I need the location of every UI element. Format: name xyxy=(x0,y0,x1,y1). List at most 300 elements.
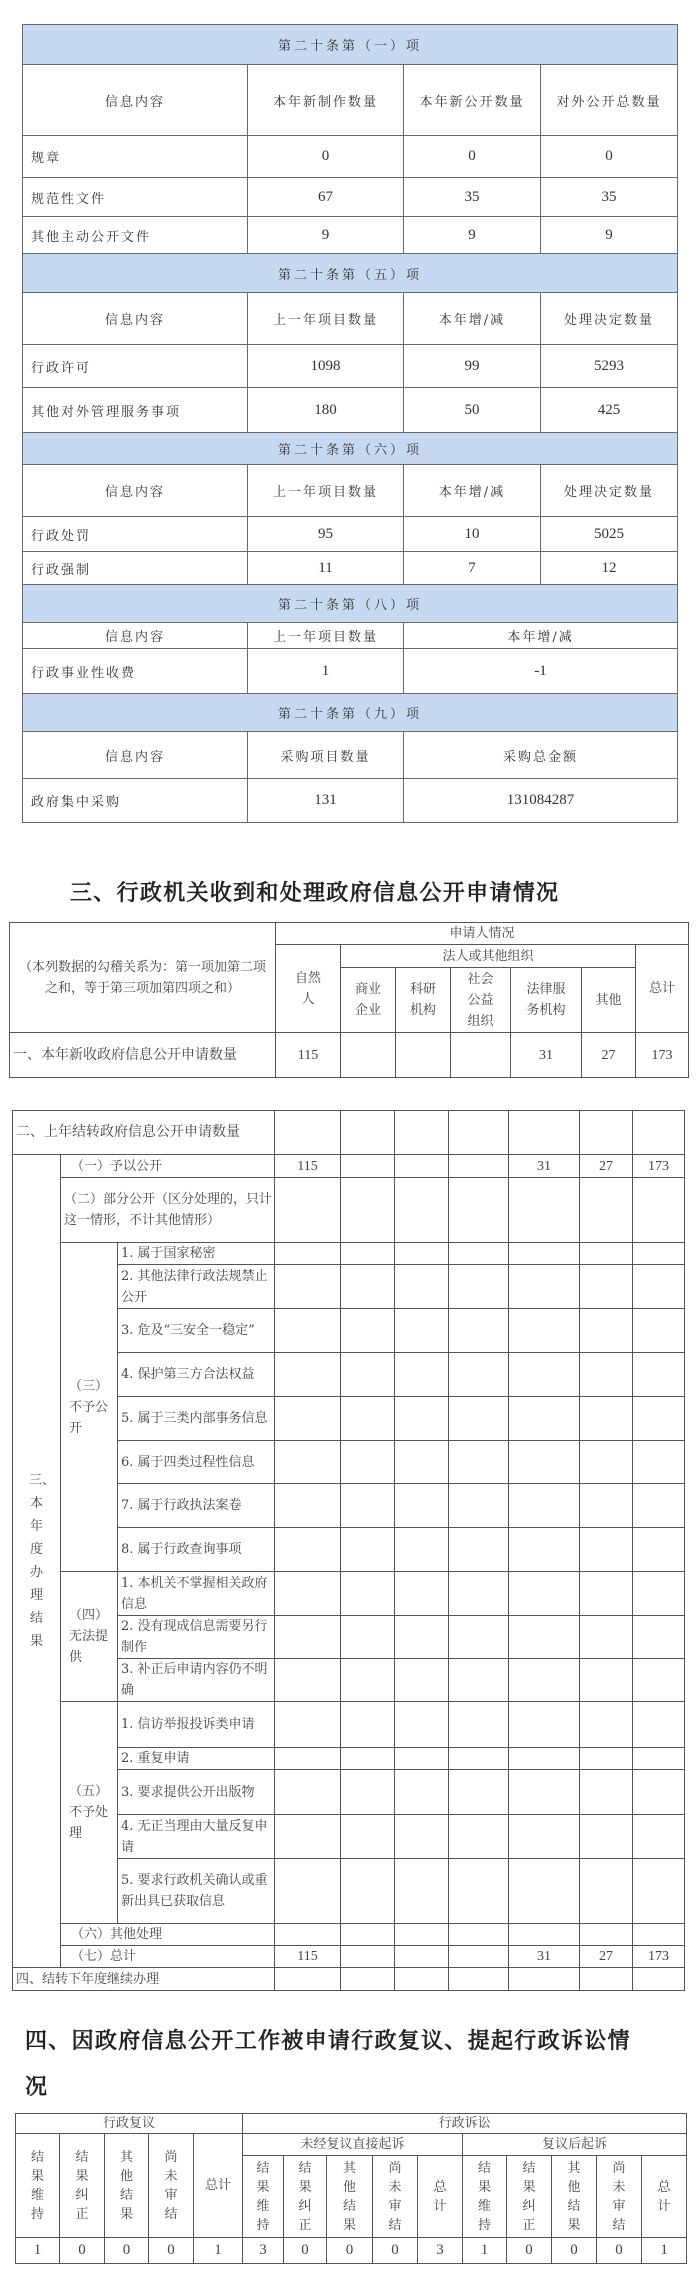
cell-value xyxy=(580,1309,633,1353)
column-header: 信息内容 xyxy=(23,623,248,649)
cell-value xyxy=(395,1397,449,1441)
table-row xyxy=(23,517,678,552)
list-item: 2. 没有现成信息需要另行制作 xyxy=(118,1616,275,1659)
cell-value xyxy=(275,1702,341,1748)
cell-value xyxy=(341,1616,395,1659)
table-row xyxy=(23,779,678,823)
list-item: 4. 保护第三方合法权益 xyxy=(118,1353,275,1397)
cell-value: 35 xyxy=(541,178,678,217)
cell-value xyxy=(341,1033,396,1078)
row-label: 四、结转下年度继续办理 xyxy=(13,1968,275,1991)
cell-value xyxy=(395,1815,449,1859)
cell-value: 11 xyxy=(248,552,404,585)
cell-value xyxy=(633,1924,685,1946)
cell-value xyxy=(395,1528,449,1572)
cell-value xyxy=(395,1968,449,1991)
cell-value: 1 xyxy=(248,649,404,694)
legal-org-header: 法人或其他组织 xyxy=(341,945,636,968)
column-header: 商业企业 xyxy=(341,968,396,1033)
cell-value xyxy=(449,1946,509,1968)
list-item: 8. 属于行政查询事项 xyxy=(118,1528,275,1572)
cell-value xyxy=(341,1770,395,1815)
column-header: 结果纠正 xyxy=(284,2156,327,2238)
cell-value: 35 xyxy=(404,178,541,217)
cell-value xyxy=(275,1265,341,1309)
cell-value: 10 xyxy=(404,517,541,552)
column-header: 结果纠正 xyxy=(507,2156,552,2238)
row-label: 政府集中采购 xyxy=(23,779,248,823)
group-label: （四）无法提供 xyxy=(61,1572,118,1702)
cell-value xyxy=(580,1484,633,1528)
cell-value xyxy=(449,1265,509,1309)
cell-value xyxy=(275,1859,341,1924)
cell-value xyxy=(275,1659,341,1702)
cell-value xyxy=(633,1353,685,1397)
row-label: （七）总计 xyxy=(61,1946,275,1968)
cell-value xyxy=(633,1659,685,1702)
review-header: 行政复议 xyxy=(16,2114,243,2134)
cell-value xyxy=(275,1968,341,1991)
cell-value xyxy=(509,1659,580,1702)
cell-value: 31 xyxy=(509,1946,580,1968)
cell-value: 3 xyxy=(418,2238,463,2264)
cell-value xyxy=(449,1748,509,1770)
cell-value: 0 xyxy=(284,2238,327,2264)
cell-value xyxy=(275,1770,341,1815)
cell-value: 5293 xyxy=(541,345,678,388)
cell-value xyxy=(341,1748,395,1770)
cell-value xyxy=(449,1309,509,1353)
cell-value xyxy=(449,1484,509,1528)
cell-value: 1 xyxy=(642,2238,687,2264)
column-header: 采购总金额 xyxy=(404,732,678,779)
cell-value xyxy=(341,1484,395,1528)
cell-value xyxy=(341,1702,395,1748)
cell-value xyxy=(341,1924,395,1946)
cell-value xyxy=(449,1968,509,1991)
table-row xyxy=(10,1033,689,1078)
cell-value xyxy=(509,1178,580,1243)
group-label: 三、本年度办理结果 xyxy=(13,1155,61,1968)
cell-value xyxy=(395,1484,449,1528)
cell-value xyxy=(395,1616,449,1659)
cell-value xyxy=(509,1924,580,1946)
cell-value: 27 xyxy=(582,1033,636,1078)
cell-value xyxy=(633,1770,685,1815)
list-item: 3. 补正后申请内容仍不明确 xyxy=(118,1659,275,1702)
cell-value: 1098 xyxy=(248,345,404,388)
cell-value: 50 xyxy=(404,388,541,433)
cell-value xyxy=(449,1155,509,1178)
litigation-header: 行政诉讼 xyxy=(243,2114,687,2134)
cell-value xyxy=(509,1748,580,1770)
cell-value xyxy=(275,1353,341,1397)
cell-value: 95 xyxy=(248,517,404,552)
cell-value: 115 xyxy=(276,1033,341,1078)
cell-value: 7 xyxy=(404,552,541,585)
cell-value xyxy=(633,1616,685,1659)
cell-value xyxy=(580,1748,633,1770)
column-header: 信息内容 xyxy=(23,293,248,345)
total-header: 总计 xyxy=(636,945,689,1033)
cell-value: 0 xyxy=(105,2238,149,2264)
cell-value xyxy=(580,1353,633,1397)
cell-value: 173 xyxy=(636,1033,689,1078)
column-header: 其他结果 xyxy=(105,2134,149,2238)
column-header: 尚未审结 xyxy=(373,2156,418,2238)
cell-value xyxy=(275,1484,341,1528)
cell-value xyxy=(633,1441,685,1484)
cell-value: 131 xyxy=(248,779,404,823)
cell-value xyxy=(509,1441,580,1484)
cell-value xyxy=(341,1309,395,1353)
table-row xyxy=(13,1243,685,1265)
cell-value xyxy=(275,1397,341,1441)
cell-value xyxy=(449,1243,509,1265)
table-row xyxy=(23,217,678,254)
cell-value xyxy=(275,1111,341,1155)
cell-value xyxy=(580,1111,633,1155)
section-title: 第二十条第（五）项 xyxy=(23,254,678,293)
cell-value xyxy=(509,1309,580,1353)
list-item: 1. 信访举报投诉类申请 xyxy=(118,1702,275,1748)
column-header: 尚未审结 xyxy=(597,2156,642,2238)
table-row xyxy=(13,1702,685,1748)
cell-value: 5025 xyxy=(541,517,678,552)
column-header: 处理决定数量 xyxy=(541,293,678,345)
cell-value: 27 xyxy=(580,1155,633,1178)
cell-value: 115 xyxy=(275,1155,341,1178)
cell-value xyxy=(449,1702,509,1748)
cell-value xyxy=(633,1528,685,1572)
natural-person-header: 自然人 xyxy=(276,945,341,1033)
cell-value xyxy=(341,1968,395,1991)
table-row xyxy=(13,1968,685,1991)
cell-value: 0 xyxy=(149,2238,194,2264)
table-row xyxy=(23,552,678,585)
cell-value xyxy=(633,1859,685,1924)
cell-value xyxy=(633,1572,685,1616)
cell-value xyxy=(633,1815,685,1859)
cell-value xyxy=(275,1309,341,1353)
cell-value: 180 xyxy=(248,388,404,433)
list-item: 1. 本机关不掌握相关政府信息 xyxy=(118,1572,275,1616)
cell-value: 173 xyxy=(633,1946,685,1968)
cell-value xyxy=(341,1441,395,1484)
column-header: 法律服务机构 xyxy=(511,968,582,1033)
list-item: 7. 属于行政执法案卷 xyxy=(118,1484,275,1528)
cell-value xyxy=(341,1265,395,1309)
column-header: 本年新制作数量 xyxy=(248,65,404,136)
cell-value xyxy=(509,1702,580,1748)
cell-value: 1 xyxy=(16,2238,60,2264)
cell-value xyxy=(395,1859,449,1924)
cell-value xyxy=(275,1815,341,1859)
table-row xyxy=(23,388,678,433)
column-header: 采购项目数量 xyxy=(248,732,404,779)
cell-value xyxy=(275,1572,341,1616)
cell-value xyxy=(451,1033,511,1078)
cell-value xyxy=(633,1702,685,1748)
cell-value xyxy=(580,1397,633,1441)
section-title: 第二十条第（六）项 xyxy=(23,433,678,465)
cell-value: 0 xyxy=(373,2238,418,2264)
cell-value xyxy=(341,1155,395,1178)
cell-value xyxy=(633,1968,685,1991)
cell-value xyxy=(449,1441,509,1484)
column-header: 科研机构 xyxy=(396,968,451,1033)
cell-value xyxy=(580,1528,633,1572)
cell-value xyxy=(580,1702,633,1748)
cell-value: 173 xyxy=(633,1155,685,1178)
cell-value xyxy=(580,1815,633,1859)
row-label: （一）予以公开 xyxy=(61,1155,275,1178)
cell-value: 9 xyxy=(541,217,678,254)
cell-value xyxy=(395,1265,449,1309)
table-row xyxy=(13,1946,685,1968)
row-label: 行政事业性收费 xyxy=(23,649,248,694)
cell-value xyxy=(449,1528,509,1572)
column-header: 总计 xyxy=(194,2134,243,2238)
cell-value: 0 xyxy=(404,136,541,178)
column-header: 尚未审结 xyxy=(149,2134,194,2238)
cell-value xyxy=(395,1924,449,1946)
column-header: 本年增/减 xyxy=(404,465,541,517)
cell-value xyxy=(580,1924,633,1946)
cell-value xyxy=(580,1616,633,1659)
cell-value xyxy=(341,1178,395,1243)
cell-value xyxy=(341,1243,395,1265)
cell-value xyxy=(449,1111,509,1155)
column-header: 总计 xyxy=(418,2156,463,2238)
section-title: 第二十条第（一）项 xyxy=(23,25,678,65)
column-header: 其他结果 xyxy=(552,2156,597,2238)
column-header: 上一年项目数量 xyxy=(248,293,404,345)
cell-value: 425 xyxy=(541,388,678,433)
cell-value: 0 xyxy=(248,136,404,178)
list-item: 5. 属于三类内部事务信息 xyxy=(118,1397,275,1441)
cell-value: 115 xyxy=(275,1946,341,1968)
row-label: 行政强制 xyxy=(23,552,248,585)
table-row xyxy=(23,136,678,178)
list-item: 6. 属于四类过程性信息 xyxy=(118,1441,275,1484)
cell-value xyxy=(341,1353,395,1397)
list-item: 4. 无正当理由大量反复申请 xyxy=(118,1815,275,1859)
cell-value: 12 xyxy=(541,552,678,585)
cell-value: 0 xyxy=(327,2238,373,2264)
cell-value xyxy=(395,1243,449,1265)
cell-value: 9 xyxy=(248,217,404,254)
cell-value xyxy=(449,1924,509,1946)
cell-value xyxy=(580,1770,633,1815)
cell-value xyxy=(275,1441,341,1484)
cell-value xyxy=(341,1572,395,1616)
row-label: 行政许可 xyxy=(23,345,248,388)
cell-value xyxy=(341,1859,395,1924)
table-row xyxy=(13,1111,685,1155)
cell-value xyxy=(580,1178,633,1243)
cell-value xyxy=(580,1265,633,1309)
cell-value xyxy=(449,1770,509,1815)
cell-value xyxy=(509,1572,580,1616)
cell-value xyxy=(395,1178,449,1243)
row-label: 一、本年新收政府信息公开申请数量 xyxy=(10,1033,276,1078)
cell-value xyxy=(395,1572,449,1616)
column-header: 信息内容 xyxy=(23,465,248,517)
cell-value xyxy=(580,1968,633,1991)
column-header: 上一年项目数量 xyxy=(248,623,404,649)
section-heading: 三、行政机关收到和处理政府信息公开申请情况 xyxy=(70,881,560,906)
cell-value xyxy=(509,1770,580,1815)
cell-value: 31 xyxy=(509,1155,580,1178)
proactive-disclosure-table xyxy=(22,24,678,823)
column-header: 本年增/减 xyxy=(404,623,678,649)
column-header: 其他 xyxy=(582,968,636,1033)
cell-value xyxy=(633,1484,685,1528)
application-header-table xyxy=(9,922,689,1078)
application-results-table xyxy=(12,1110,685,1991)
review-litigation-table xyxy=(15,2113,687,2264)
column-header: 本年新公开数量 xyxy=(404,65,541,136)
cell-value xyxy=(395,1111,449,1155)
cell-value xyxy=(449,1178,509,1243)
cell-value: 3 xyxy=(243,2238,284,2264)
cell-value: 27 xyxy=(580,1946,633,1968)
column-header: 信息内容 xyxy=(23,732,248,779)
cell-value: 0 xyxy=(60,2238,105,2264)
cell-value xyxy=(509,1243,580,1265)
corner-note: （本列数据的勾稽关系为：第一项加第二项之和，等于第三项加第四项之和） xyxy=(10,923,276,1033)
cell-value xyxy=(509,1484,580,1528)
cell-value xyxy=(275,1243,341,1265)
cell-value xyxy=(580,1243,633,1265)
column-header: 结果维持 xyxy=(16,2134,60,2238)
cell-value xyxy=(341,1659,395,1702)
after-review-header: 复议后起诉 xyxy=(463,2134,687,2156)
cell-value xyxy=(580,1859,633,1924)
cell-value xyxy=(275,1616,341,1659)
list-item: 3. 危及“三安全一稳定” xyxy=(118,1309,275,1353)
cell-value xyxy=(395,1946,449,1968)
cell-value xyxy=(395,1659,449,1702)
cell-value: 0 xyxy=(541,136,678,178)
cell-value xyxy=(633,1111,685,1155)
cell-value xyxy=(395,1155,449,1178)
cell-value xyxy=(580,1659,633,1702)
cell-value: 131084287 xyxy=(404,779,678,823)
cell-value xyxy=(509,1111,580,1155)
row-label: 规章 xyxy=(23,136,248,178)
column-header: 总计 xyxy=(642,2156,687,2238)
cell-value xyxy=(580,1441,633,1484)
cell-value xyxy=(509,1968,580,1991)
table-row xyxy=(13,1924,685,1946)
list-item: 2. 重复申请 xyxy=(118,1748,275,1770)
cell-value: 67 xyxy=(248,178,404,217)
list-item: 2. 其他法律行政法规禁止公开 xyxy=(118,1265,275,1309)
cell-value xyxy=(341,1946,395,1968)
cell-value xyxy=(395,1441,449,1484)
cell-value xyxy=(275,1528,341,1572)
cell-value xyxy=(449,1353,509,1397)
table-row xyxy=(23,345,678,388)
row-label: 二、上年结转政府信息公开申请数量 xyxy=(13,1111,275,1155)
row-label: 其他对外管理服务事项 xyxy=(23,388,248,433)
cell-value xyxy=(509,1859,580,1924)
cell-value xyxy=(396,1033,451,1078)
cell-value xyxy=(341,1111,395,1155)
cell-value: 9 xyxy=(404,217,541,254)
cell-value xyxy=(633,1748,685,1770)
table-row xyxy=(23,178,678,217)
cell-value xyxy=(509,1397,580,1441)
cell-value xyxy=(509,1353,580,1397)
cell-value: 1 xyxy=(194,2238,243,2264)
cell-value: 1 xyxy=(463,2238,507,2264)
cell-value: 31 xyxy=(511,1033,582,1078)
group-label: （三）不予公开 xyxy=(61,1243,118,1572)
column-header: 结果纠正 xyxy=(60,2134,105,2238)
cell-value xyxy=(275,1178,341,1243)
applicant-header: 申请人情况 xyxy=(276,923,689,945)
column-header: 对外公开总数量 xyxy=(541,65,678,136)
section-title: 第二十条第（九）项 xyxy=(23,694,678,732)
cell-value xyxy=(341,1397,395,1441)
cell-value xyxy=(449,1659,509,1702)
column-header: 信息内容 xyxy=(23,65,248,136)
section-heading: 四、因政府信息公开工作被申请行政复议、提起行政诉讼情 xyxy=(25,2029,631,2054)
row-label: （六）其他处理 xyxy=(61,1924,275,1946)
cell-value xyxy=(341,1528,395,1572)
table-row xyxy=(13,1178,685,1243)
cell-value xyxy=(633,1243,685,1265)
row-label: 其他主动公开文件 xyxy=(23,217,248,254)
list-item: 3. 要求提供公开出版物 xyxy=(118,1770,275,1815)
cell-value xyxy=(395,1748,449,1770)
cell-value xyxy=(395,1353,449,1397)
cell-value xyxy=(633,1397,685,1441)
cell-value xyxy=(633,1265,685,1309)
cell-value xyxy=(449,1815,509,1859)
cell-value xyxy=(395,1770,449,1815)
cell-value xyxy=(633,1178,685,1243)
column-header: 上一年项目数量 xyxy=(248,465,404,517)
cell-value xyxy=(395,1309,449,1353)
group-label: （五）不予处理 xyxy=(61,1702,118,1924)
cell-value: 99 xyxy=(404,345,541,388)
column-header: 结果维持 xyxy=(463,2156,507,2238)
cell-value xyxy=(341,1815,395,1859)
cell-value xyxy=(395,1702,449,1748)
direct-suit-header: 未经复议直接起诉 xyxy=(243,2134,463,2156)
cell-value xyxy=(275,1748,341,1770)
table-row xyxy=(13,1572,685,1616)
cell-value: -1 xyxy=(404,649,678,694)
column-header: 社会公益组织 xyxy=(451,968,511,1033)
column-header: 本年增/减 xyxy=(404,293,541,345)
list-item: 5. 要求行政机关确认或重新出具已获取信息 xyxy=(118,1859,275,1924)
row-label: 规范性文件 xyxy=(23,178,248,217)
column-header: 处理决定数量 xyxy=(541,465,678,517)
cell-value: 0 xyxy=(507,2238,552,2264)
column-header: 其他结果 xyxy=(327,2156,373,2238)
cell-value xyxy=(509,1815,580,1859)
cell-value xyxy=(275,1924,341,1946)
cell-value xyxy=(449,1616,509,1659)
cell-value: 0 xyxy=(597,2238,642,2264)
cell-value xyxy=(509,1528,580,1572)
table-row xyxy=(13,1155,685,1178)
